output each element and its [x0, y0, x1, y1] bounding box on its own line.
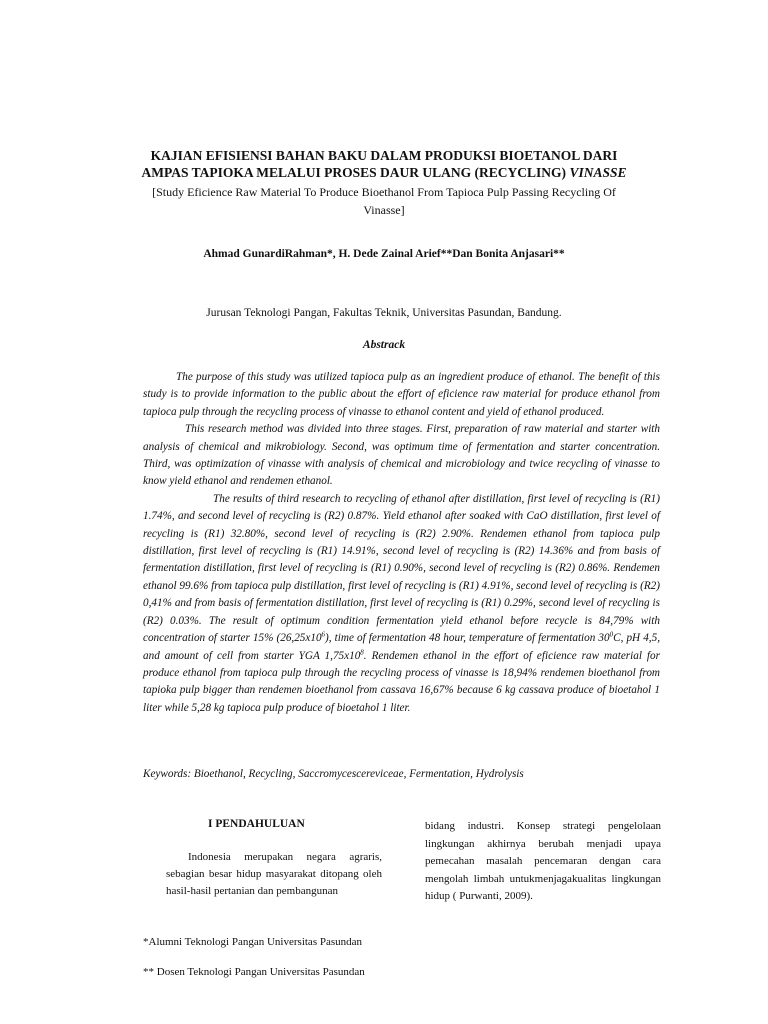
right-column-text: bidang industri. Konsep strategi pengelolaan lingkungan akhirnya berubah menjadi upaya pemecahan masalah pencemaran dengan cara mengolah limbah untukmenjagakualitas lingkungan hidup ( Purwanti, 2009). — [425, 820, 661, 902]
title-line-2: AMPAS TAPIOKA MELALUI PROSES DAUR ULANG (RECYCLING) — [141, 165, 570, 180]
abstract-p3-text-4: . Rendemen ethanol in the effort of eficience raw material for produce ethanol from tapioca pulp through the recycling process of vinasse is 18,94% rendemen bioethanol from tapioka pulp bigger than rendemen bioethanol from cassava 16,67% because 6 kg cassava produce of bioetahol 1 liter while 5,28 kg tapioca pulp produce of bioetahol 1 liter. — [143, 649, 660, 714]
footnote-alumni: *Alumni Teknologi Pangan Universitas Pasundan — [143, 936, 363, 948]
abstract-p3-text-1: The results of third research to recycling of ethanol after distillation, first level of recycling is (R1) 1.74%, and second level of recycling is (R2) 0.87%. Yield ethanol after soaked with CaO distillation, first level of recycling is (R1) 32.80%, second level of recycling is (R2) 2.90%. Rendemen ethanol from tapioca pulp distillation, first level of recycling is (R1) 14.91%, second level of recycling is (R2) 14.36% and from basis of fermentation distillation, first level of recycling is (R1) 0.90%, second level of recycling is (R2) 0.86%. Rendemen ethanol 99.6% from tapioca pulp distillation, first level of recycling is (R1) 4.91%, second level of recycling is (R2) 0,41% and from basis of fermentation distillation, first level of recycling is (R1) 0.29%, second level of recycling is (R2) 0.03%. The result of optimum condition fermentation yield ethanol before recycle is 84,79% with concentration of starter 15% (26,25x10 — [143, 492, 660, 645]
superscript-exponent: 6 — [321, 630, 326, 639]
left-column-text: Indonesia merupakan negara agraris, sebagian besar hidup masyarakat ditopang oleh hasil-hasil pertanian dan pembangunan — [166, 851, 382, 897]
abstract-paragraph-1: The purpose of this study was utilized tapioca pulp as an ingredient produce of ethanol. The benefit of this study is to provide information to the public about the effort of eficience raw material for produce ethanol from tapioca pulp through the recycling process of vinasse to ethanol content and yield of ethanol produced. — [143, 371, 660, 418]
abstract-p3-text-2: ), time of fermentation 48 hour, temperature of fermentation 30 — [325, 632, 610, 645]
footnote-lecturer: ** Dosen Teknologi Pangan Universitas Pasundan — [143, 966, 365, 978]
abstract-p3-text-3: C, pH 4,5, and amount of cell from starter YGA 1,75x10 — [143, 632, 660, 662]
title-line-2-italic: VINASSE — [569, 165, 627, 180]
paper-title — [110, 147, 658, 181]
abstract-heading: Abstrack — [362, 339, 406, 351]
superscript-degree: 0 — [609, 630, 614, 639]
abstract-body — [143, 369, 660, 717]
paper-subtitle: [Study Eficience Raw Material To Produce Bioethanol From Tapioca Pulp Passing Recycling Of Vinasse] — [152, 185, 616, 217]
keywords: Keywords: Bioethanol, Recycling, Saccromycescereviceae, Fermentation, Hydrolysis — [143, 768, 524, 780]
author-list: Ahmad GunardiRahman*, H. Dede Zainal Arief**Dan Bonita Anjasari** — [203, 248, 565, 260]
abstract-paragraph-2: This research method was divided into three stages. First, preparation of raw material and starter with analysis of chemical and mikrobiology. Second, was optimum time of fermentation and starter concentration. Third, was optimization of vinasse with analysis of chemical and microbiology and twice recycling of vinasse to know yield ethanol and rendemen ethanol. — [143, 423, 660, 488]
section-heading: I PENDAHULUAN — [208, 818, 305, 830]
title-line-1: KAJIAN EFISIENSI BAHAN BAKU DALAM PRODUKSI BIOETANOL DARI — [150, 148, 618, 163]
superscript-exponent: 8 — [360, 647, 364, 656]
abstract-paragraph-3 — [143, 491, 660, 717]
affiliation: Jurusan Teknologi Pangan, Fakultas Teknik, Universitas Pasundan, Bandung. — [206, 307, 562, 319]
